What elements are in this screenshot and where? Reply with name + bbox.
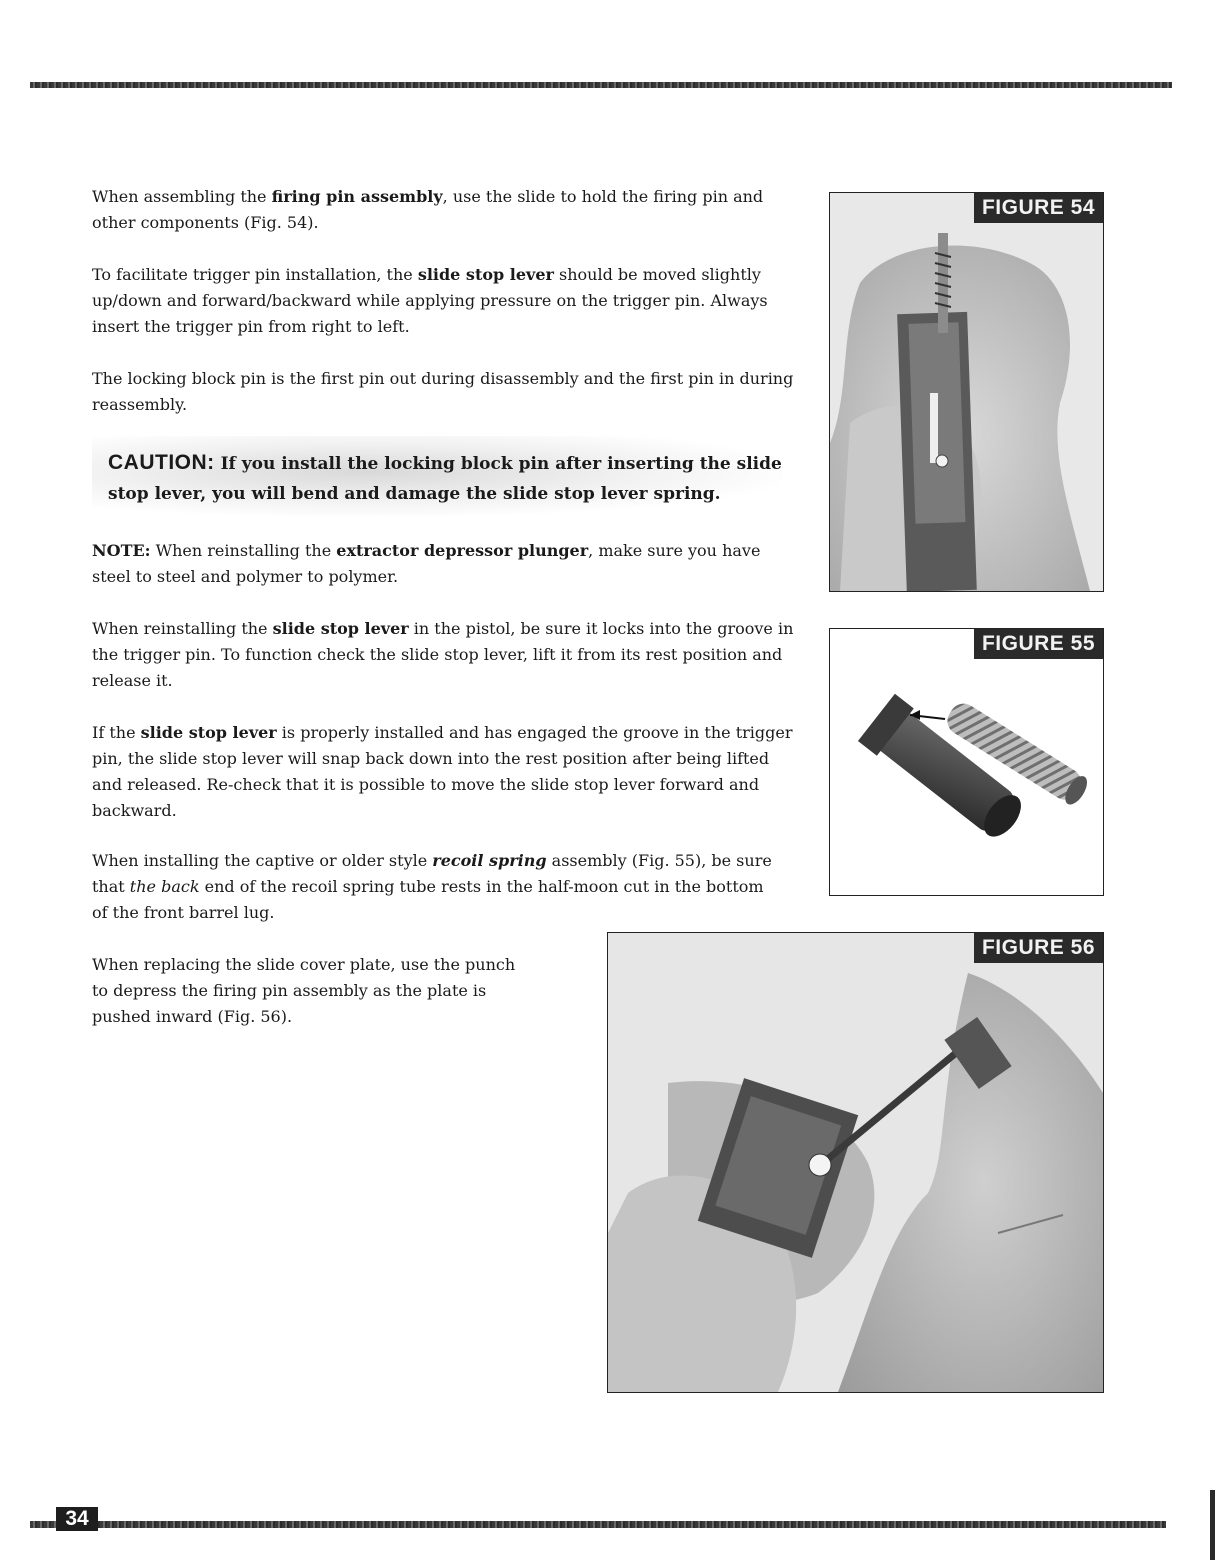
- figure-55: [829, 628, 1104, 896]
- scan-edge-mark: [1210, 1490, 1215, 1560]
- bottom-rule: [30, 1521, 1166, 1528]
- paragraph-trigger-pin: To facilitate trigger pin installation, the slide stop lever should be moved slightly up/down and forward/backward while applying pressure on the trigger pin. Always insert the trigger pin from right to left.: [92, 265, 768, 336]
- figure-54: [829, 192, 1104, 592]
- top-rule: [30, 82, 1172, 88]
- paragraph-slide-stop-check: If the slide stop lever is properly installed and has engaged the groove in the trigger pin, the slide stop lever will snap back down into the rest position after being lifted and released. Re-check that it is possible to move the slide stop lever forward and backward.: [92, 723, 793, 820]
- figure-55-label: FIGURE 55: [974, 629, 1103, 659]
- paragraph-cover-plate: When replacing the slide cover plate, use the punch to depress the firing pin assembly as the plate is pushed inward (Fig. 56).: [92, 955, 516, 1026]
- figure-54-label: FIGURE 54: [974, 193, 1103, 223]
- figure-55-photo: [830, 629, 1103, 895]
- figure-56-photo: [608, 933, 1103, 1392]
- note-label: NOTE:: [92, 541, 151, 560]
- paragraph-reinstall-slide-stop: When reinstalling the slide stop lever in the pistol, be sure it locks into the groove in the trigger pin. To function check the slide stop lever, lift it from its rest position and release it.: [92, 619, 794, 690]
- caution-box: [92, 436, 782, 516]
- paragraph-firing-pin: When assembling the firing pin assembly, use the slide to hold the firing pin and other components (Fig. 54).: [92, 187, 764, 232]
- figure-56: [607, 932, 1104, 1393]
- paragraph-locking-block: The locking block pin is the first pin out during disassembly and the first pin in during reassembly.: [92, 369, 794, 414]
- caution-text: If you install the locking block pin after inserting the slide stop lever, you will bend and damage the slide stop lever spring.: [108, 454, 782, 504]
- caution-label: CAUTION:: [108, 451, 215, 474]
- figure-56-label: FIGURE 56: [974, 933, 1103, 963]
- paragraph-recoil-spring: When installing the captive or older style recoil spring assembly (Fig. 55), be sure that the back end of the recoil spring tube rests in the half-moon cut in the bottom of the front barrel lug.: [92, 851, 772, 922]
- page-number: 34: [56, 1507, 98, 1531]
- figure-54-photo: [830, 193, 1103, 591]
- note-paragraph: NOTE: When reinstalling the extractor depressor plunger, make sure you have steel to steel and polymer to polymer.: [92, 541, 761, 586]
